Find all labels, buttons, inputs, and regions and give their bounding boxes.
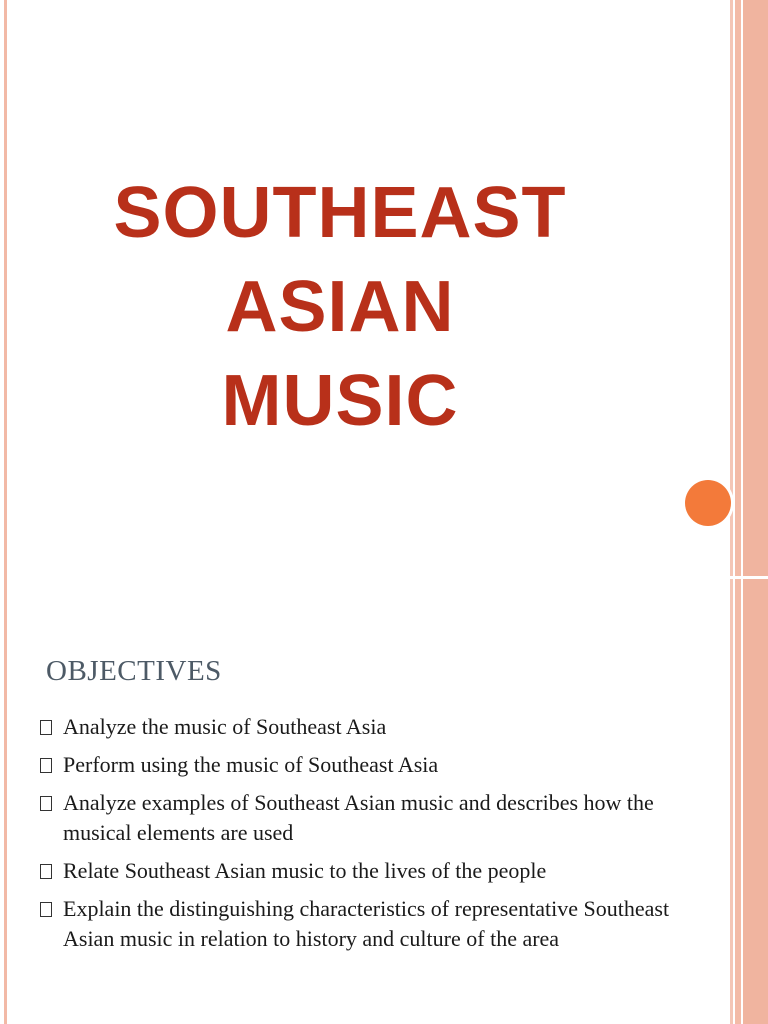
stripe-divider — [730, 576, 768, 579]
title-line-3: MUSIC — [221, 361, 459, 441]
list-item — [40, 712, 700, 742]
list-item — [40, 856, 700, 886]
objective-text: Explain the distinguishing characteristics of representative Southeast Asian music in relation to history and culture of the area — [63, 896, 670, 951]
checkbox-bullet-icon — [40, 720, 52, 735]
checkbox-bullet-icon — [40, 796, 52, 811]
checkbox-bullet-icon — [40, 864, 52, 879]
slide-title — [60, 166, 620, 448]
objective-text: Perform using the music of Southeast Asia — [63, 752, 439, 777]
objectives-heading: OBJECTIVES — [46, 655, 222, 687]
objective-text: Analyze the music of Southeast Asia — [63, 714, 387, 739]
objectives-list — [40, 712, 700, 962]
checkbox-bullet-icon — [40, 902, 52, 917]
objective-text: Analyze examples of Southeast Asian music and describes how the musical elements are used — [63, 790, 654, 845]
left-border-rule — [4, 0, 7, 1024]
list-item — [40, 750, 700, 780]
list-item — [40, 894, 700, 954]
right-decorative-stripes — [730, 0, 768, 1024]
title-line-1: SOUTHEAST — [113, 173, 567, 253]
checkbox-bullet-icon — [40, 758, 52, 773]
list-item — [40, 788, 700, 848]
title-line-2: ASIAN — [225, 267, 455, 347]
objective-text: Relate Southeast Asian music to the lives of the people — [63, 858, 547, 883]
orange-circle-icon — [685, 480, 731, 526]
